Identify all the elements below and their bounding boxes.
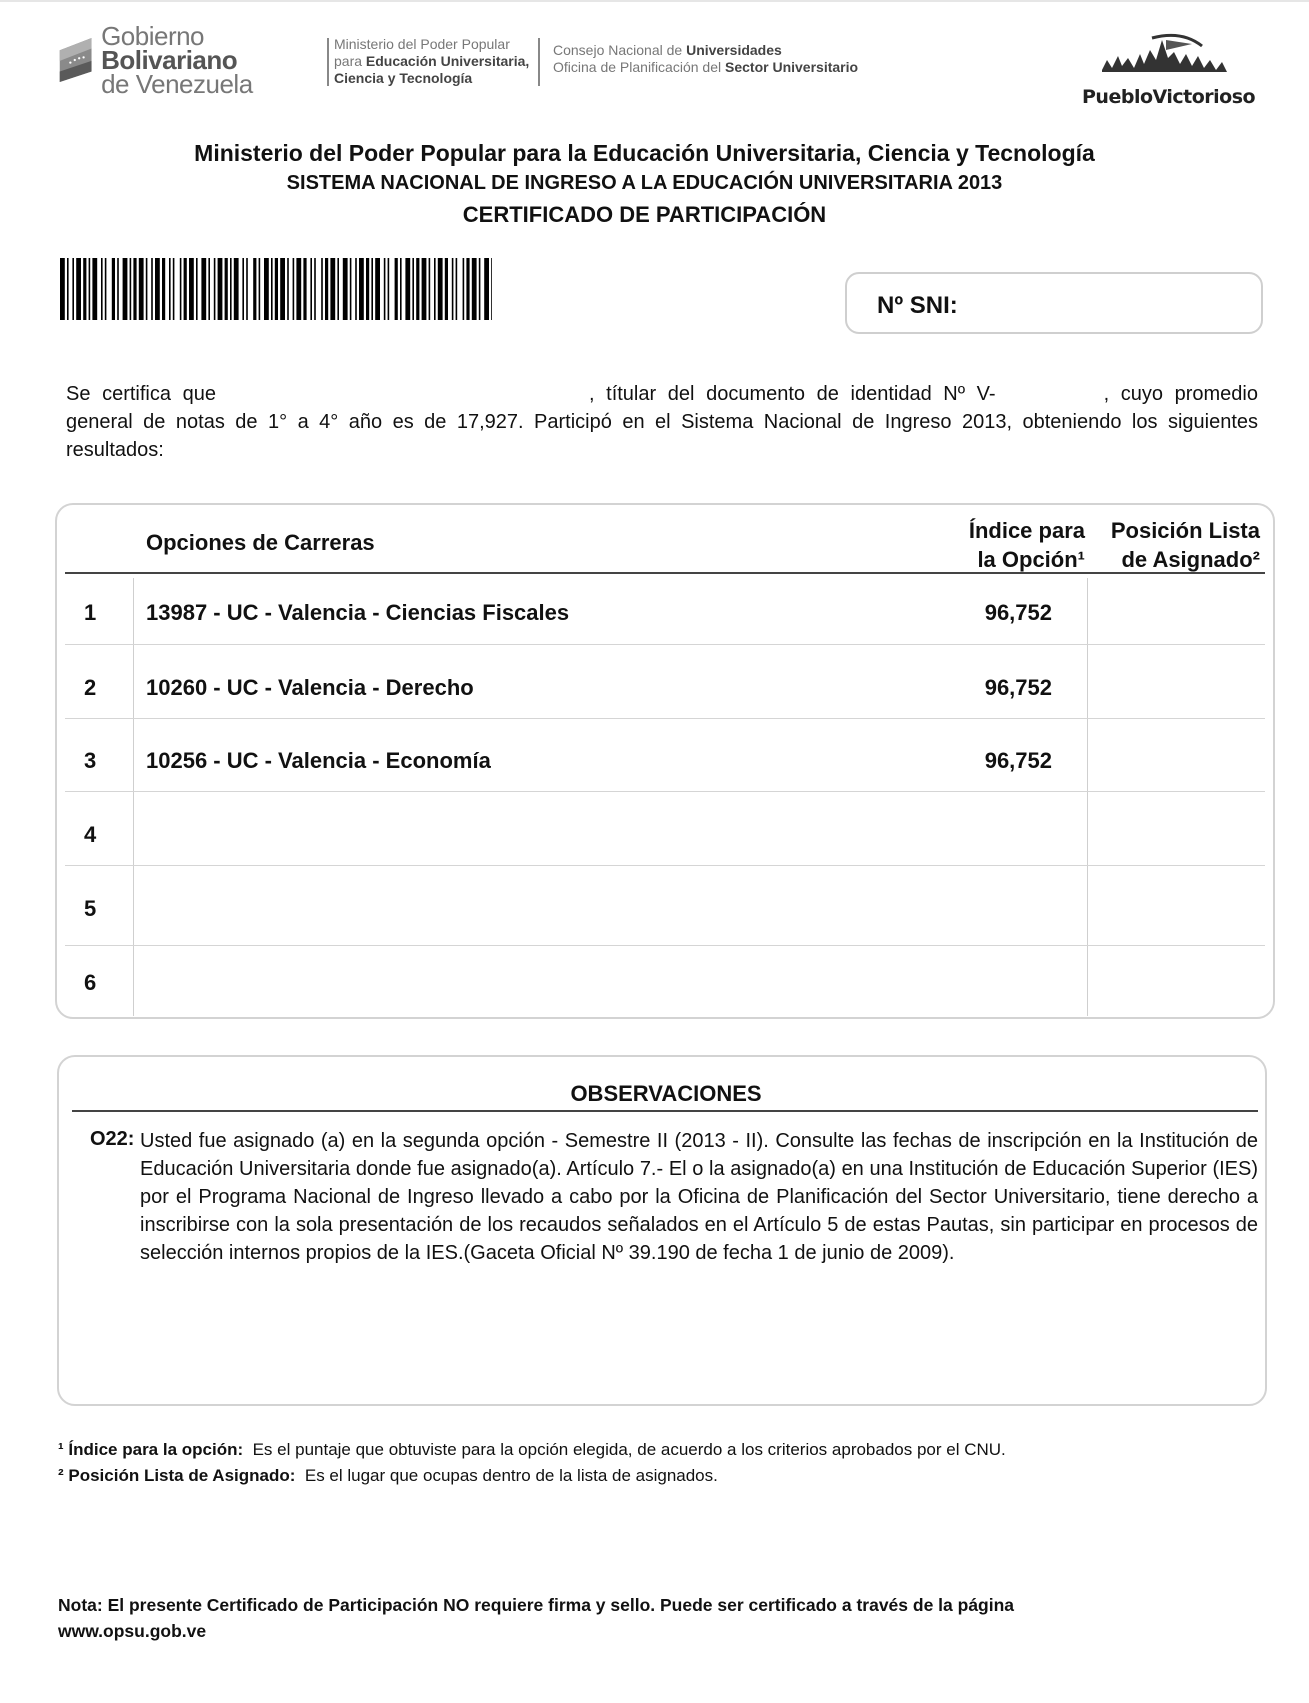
ministry-title: Ministerio del Poder Popular para la Educación Universitaria, Ciencia y Tecnología xyxy=(194,140,1095,166)
barcode xyxy=(60,258,492,320)
barcode-bar xyxy=(355,258,357,320)
ministerio-logo-text xyxy=(334,36,529,87)
barcode-bar xyxy=(472,258,477,320)
barcode-bar xyxy=(76,258,81,320)
gobierno-light: Gobierno xyxy=(101,21,205,51)
row-index: 96,752 xyxy=(984,675,1052,700)
barcode-bar xyxy=(371,258,373,320)
barcode-bar xyxy=(395,258,398,320)
footnote-2-label: ² Posición Lista de Asignado: xyxy=(58,1466,296,1485)
footnote-1-label: ¹ Índice para la opción: xyxy=(58,1440,244,1459)
sni-label: Nº SNI: xyxy=(877,292,958,319)
barcode-bar xyxy=(184,258,187,320)
barcode-bar xyxy=(259,258,261,320)
cnu-line1-light: Consejo Nacional de xyxy=(553,42,683,58)
barcode-bar xyxy=(242,258,244,320)
barcode-bar xyxy=(155,258,160,320)
barcode-bar xyxy=(92,258,97,320)
footnote-1-text: Es el puntaje que obtuviste para la opción elegida, de acuerdo a los criterios aprobados por el CNU. xyxy=(252,1440,1006,1459)
barcode-bar xyxy=(101,258,103,320)
barcode-bar xyxy=(445,258,448,320)
barcode-bar xyxy=(264,258,269,320)
barcode-bar xyxy=(214,258,216,320)
cert-part1: Se certifica que xyxy=(66,383,216,405)
barcode-bar xyxy=(112,258,115,320)
table-row-divider xyxy=(65,644,1265,645)
observations-rule xyxy=(72,1110,1258,1112)
barcode-bar xyxy=(201,258,206,320)
barcode-bar xyxy=(384,258,386,320)
barcode-bar xyxy=(180,258,182,320)
header-divider xyxy=(327,38,329,86)
barcode-bar xyxy=(146,258,148,320)
barcode-bar xyxy=(484,258,489,320)
barcode-bar xyxy=(60,258,65,320)
barcode-bar xyxy=(314,258,316,320)
barcode-bar xyxy=(350,258,352,320)
barcode-bar xyxy=(208,258,210,320)
row-number: 1 xyxy=(84,600,97,625)
gobierno-bold: Bolivariano xyxy=(101,45,238,75)
footnote-1 xyxy=(58,1440,1006,1460)
barcode-bar xyxy=(253,258,256,320)
barcode-bar xyxy=(491,258,492,320)
barcode-bar xyxy=(246,258,248,320)
row-number: 2 xyxy=(84,675,97,700)
header-opciones: Opciones de Carreras xyxy=(146,530,375,555)
cnu-line2-bold: Sector Universitario xyxy=(725,59,859,75)
gobierno-logo xyxy=(58,21,318,99)
row-number: 6 xyxy=(84,970,97,995)
crowd-icon xyxy=(1082,30,1242,90)
barcode-bar xyxy=(343,258,348,320)
header-indice-line1: Índice para xyxy=(968,518,1085,543)
footnote-2-text: Es el lugar que ocupas dentro de la lista de asignados. xyxy=(304,1466,718,1485)
barcode-bar xyxy=(388,258,390,320)
barcode-bar xyxy=(133,258,136,320)
barcode-bar xyxy=(169,258,171,320)
barcode-bar xyxy=(412,258,414,320)
barcode-bar xyxy=(479,258,481,320)
cnu-line1-bold: Universidades xyxy=(686,42,782,58)
barcode-bar xyxy=(67,258,69,320)
table-row-divider xyxy=(65,945,1265,946)
barcode-bar xyxy=(422,258,427,320)
header-indice-line2: la Opción¹ xyxy=(977,547,1085,572)
barcode-bar xyxy=(466,258,469,320)
flag-icon xyxy=(58,33,95,87)
barcode-bar xyxy=(296,258,301,320)
barcode-bar xyxy=(429,258,431,320)
ministerio-line2-bold: Educación Universitaria, xyxy=(365,53,530,69)
barcode-bar xyxy=(438,258,443,320)
table-row-divider xyxy=(65,865,1265,866)
table-row-divider xyxy=(65,791,1265,792)
observation-code: O22: xyxy=(90,1128,135,1150)
cnu-line2-light: Oficina de Planificación del xyxy=(553,59,722,75)
gobierno-line2: de Venezuela xyxy=(101,69,253,99)
row-career: 13987 - UC - Valencia - Ciencias Fiscales xyxy=(146,600,570,625)
barcode-bar xyxy=(117,258,119,320)
barcode-bar xyxy=(293,258,295,320)
nota-line1: Nota: El presente Certificado de Participación NO requiere firma y sello. Puede ser certificado a través de la página xyxy=(58,1595,1015,1615)
barcode-bar xyxy=(130,258,132,320)
barcode-bar xyxy=(123,258,128,320)
barcode-bar xyxy=(139,258,144,320)
barcode-bar xyxy=(271,258,273,320)
row-number: 4 xyxy=(84,822,97,847)
sni-box xyxy=(845,272,1263,334)
cert-part3: , cuyo promedio general de notas de 1° a 4° año es de 17,927. Participó en el Sistema Nacional de Ingreso 2013, obteniendo los siguientes resultados: xyxy=(66,383,1258,461)
ministerio-line2-light: para xyxy=(334,53,363,69)
pueblo-victorioso-text: PuebloVictorioso xyxy=(1082,86,1256,108)
barcode-bar xyxy=(456,258,458,320)
nota-link[interactable]: www.opsu.gob.ve xyxy=(58,1621,207,1641)
barcode-bar xyxy=(463,258,465,320)
row-number: 3 xyxy=(84,748,97,773)
footnote-2 xyxy=(58,1466,718,1486)
cert-part2: , títular del documento de identidad Nº V- xyxy=(588,383,996,405)
header-posicion-line1: Posición Lista xyxy=(1110,518,1260,543)
barcode-bar xyxy=(83,258,86,320)
header-divider xyxy=(538,38,540,86)
certificate-title: CERTIFICADO DE PARTICIPACIÓN xyxy=(462,202,827,227)
barcode-bar xyxy=(189,258,194,320)
barcode-bar xyxy=(230,258,232,320)
header-posicion-line2: de Asignado² xyxy=(1121,547,1260,572)
barcode-bar xyxy=(366,258,369,320)
row-number: 5 xyxy=(84,896,97,921)
barcode-bar xyxy=(400,258,402,320)
observations-title: OBSERVACIONES xyxy=(570,1081,762,1106)
row-index: 96,752 xyxy=(984,600,1052,625)
barcode-bar xyxy=(325,258,328,320)
ministerio-line1: Ministerio del Poder Popular xyxy=(334,36,510,52)
row-index: 96,752 xyxy=(984,748,1052,773)
header-indice xyxy=(935,516,1085,574)
barcode-bar xyxy=(280,258,285,320)
barcode-bar xyxy=(416,258,419,320)
cnu-logo-text xyxy=(553,42,858,76)
page-top-border xyxy=(0,0,1309,2)
row-career: 10260 - UC - Valencia - Derecho xyxy=(146,675,474,700)
barcode-bar xyxy=(321,258,323,320)
table-header-rule xyxy=(65,572,1265,574)
barcode-bar xyxy=(310,258,312,320)
table-row-divider xyxy=(65,718,1265,719)
header-posicion xyxy=(1090,516,1260,574)
barcode-bar xyxy=(303,258,306,320)
barcode-bar xyxy=(218,258,223,320)
barcode-bar xyxy=(287,258,289,320)
barcode-bar xyxy=(173,258,175,320)
barcode-bar xyxy=(359,258,364,320)
barcode-bar xyxy=(337,258,339,320)
barcode-bar xyxy=(162,258,165,320)
barcode-bar xyxy=(151,258,153,320)
barcode-bar xyxy=(405,258,410,320)
certification-paragraph xyxy=(66,380,1258,464)
barcode-bar xyxy=(196,258,198,320)
pueblo-victorioso-logo xyxy=(1082,30,1256,110)
observation-text: Usted fue asignado (a) en la segunda opción - Semestre II (2013 - II). Consulte las fechas de inscripción en la Institución de Educación Universitaria donde fue asignado(a). Artículo 7.- El o la asignado(a) en una Institución de Educación Superior (IES) por el Programa Nacional de Ingreso llevado a cabo por la Oficina de Planificación del Sector Universitario, tiene derecho a inscribirse con la sola presentación de los recaudos señalados en el Artículo 5 de estas Pautas, sin participar en procesos de selección internos propios de la IES.(Gaceta Oficial Nº 39.190 de fecha 1 de junio de 2009). xyxy=(140,1130,1258,1264)
barcode-bar xyxy=(89,258,91,320)
row-career: 10256 - UC - Valencia - Economía xyxy=(146,748,491,773)
barcode-bar xyxy=(434,258,436,320)
nota xyxy=(58,1592,1014,1644)
barcode-bar xyxy=(330,258,335,320)
barcode-bar xyxy=(225,258,228,320)
barcode-bar xyxy=(234,258,239,320)
barcode-bar xyxy=(105,258,107,320)
system-title: SISTEMA NACIONAL DE INGRESO A LA EDUCACIÓN UNIVERSITARIA 2013 xyxy=(286,172,1003,194)
barcode-bar xyxy=(452,258,454,320)
barcode-bar xyxy=(72,258,74,320)
ministerio-line3: Ciencia y Tecnología xyxy=(334,70,473,86)
barcode-bar xyxy=(275,258,278,320)
barcode-bar xyxy=(375,258,380,320)
